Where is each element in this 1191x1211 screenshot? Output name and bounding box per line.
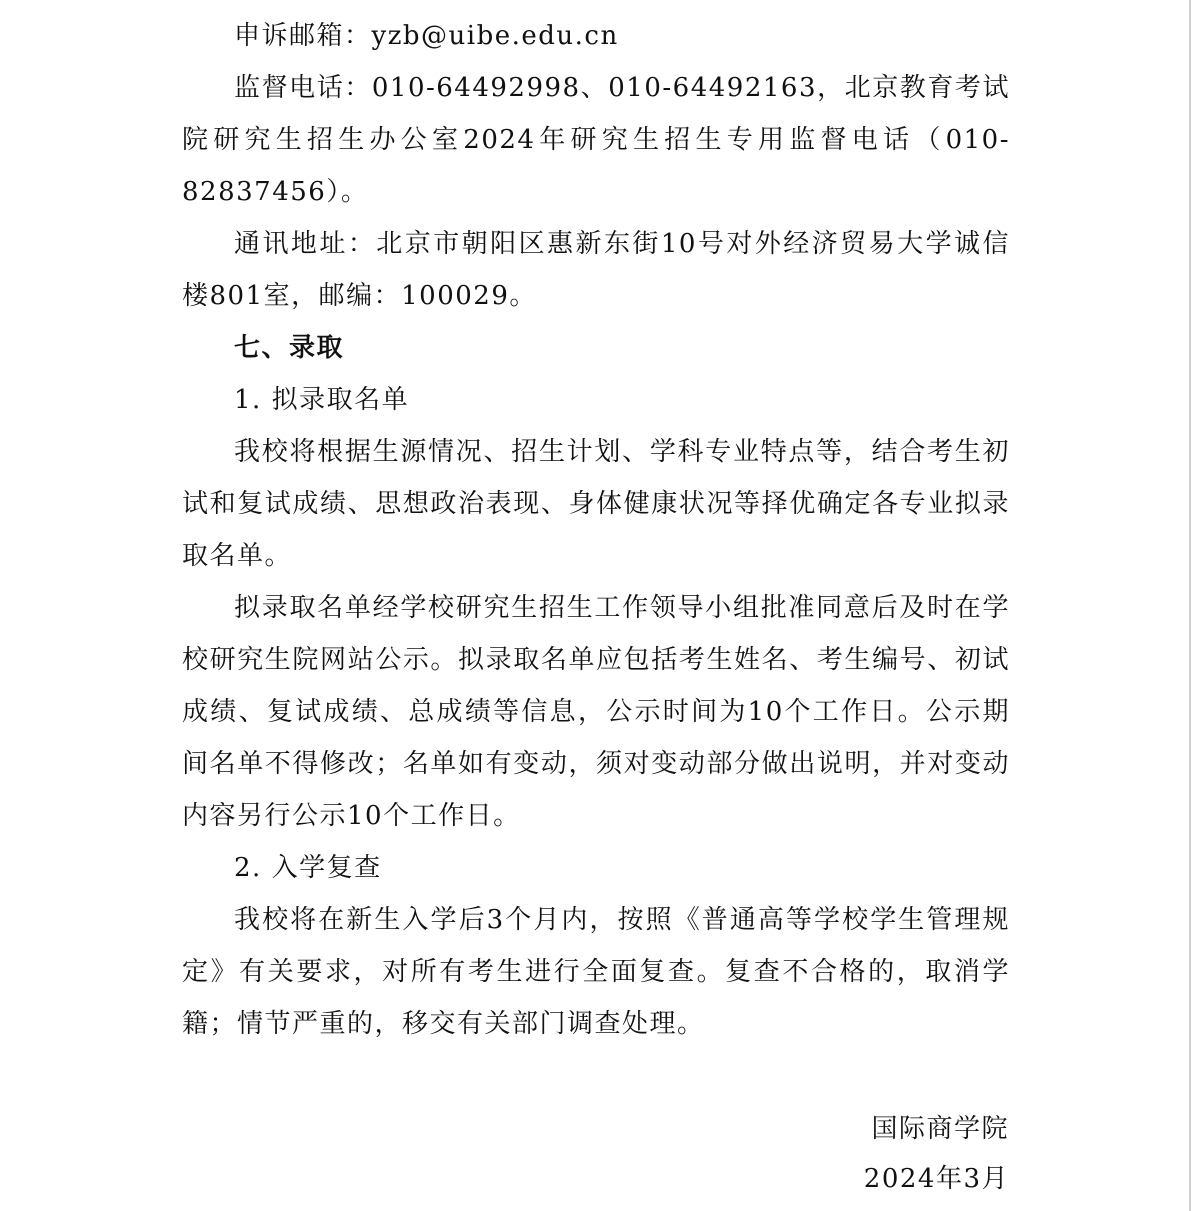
document-body	[182, 10, 1010, 1050]
admission-list-paragraph-1: 我校将根据生源情况、招生计划、学科专业特点等，结合考生初试和复试成绩、思想政治表现、身体健康状况等择优确定各专业拟录取名单。	[182, 437, 1010, 571]
signature-block	[864, 1104, 1009, 1204]
signature-date: 2024年3月	[863, 1164, 1009, 1194]
section-title-admission: 七、录取	[234, 333, 345, 363]
enrollment-review-paragraph: 我校将在新生入学后3个月内，按照《普通高等学校学生管理规定》有关要求，对所有考生进行全面复查。复查不合格的，取消学籍；情节严重的，移交有关部门调查处理。	[182, 905, 1010, 1039]
subsection-title-admission-list: 1. 拟录取名单	[234, 385, 410, 415]
subsection-title-enrollment-review: 2. 入学复查	[234, 853, 382, 883]
admission-list-paragraph-2: 拟录取名单经学校研究生招生工作领导小组批准同意后及时在学校研究生院网站公示。拟录取名单应包括考生姓名、考生编号、初试成绩、复试成绩、总成绩等信息，公示时间为10个工作日。公示期间名单不得修改；名单如有变动，须对变动部分做出说明，并对变动内容另行公示10个工作日。	[182, 593, 1010, 831]
contact-phone: 监督电话：010-64492998、010-64492163，北京教育考试院研究生招生办公室2024年研究生招生专用监督电话（010-82837456）。	[182, 73, 1010, 207]
signature-org: 国际商学院	[871, 1114, 1009, 1144]
contact-address: 通讯地址：北京市朝阳区惠新东街10号对外经济贸易大学诚信楼801室，邮编：100029。	[182, 229, 1010, 311]
contact-email: 申诉邮箱：yzb@uibe.edu.cn	[234, 21, 619, 51]
